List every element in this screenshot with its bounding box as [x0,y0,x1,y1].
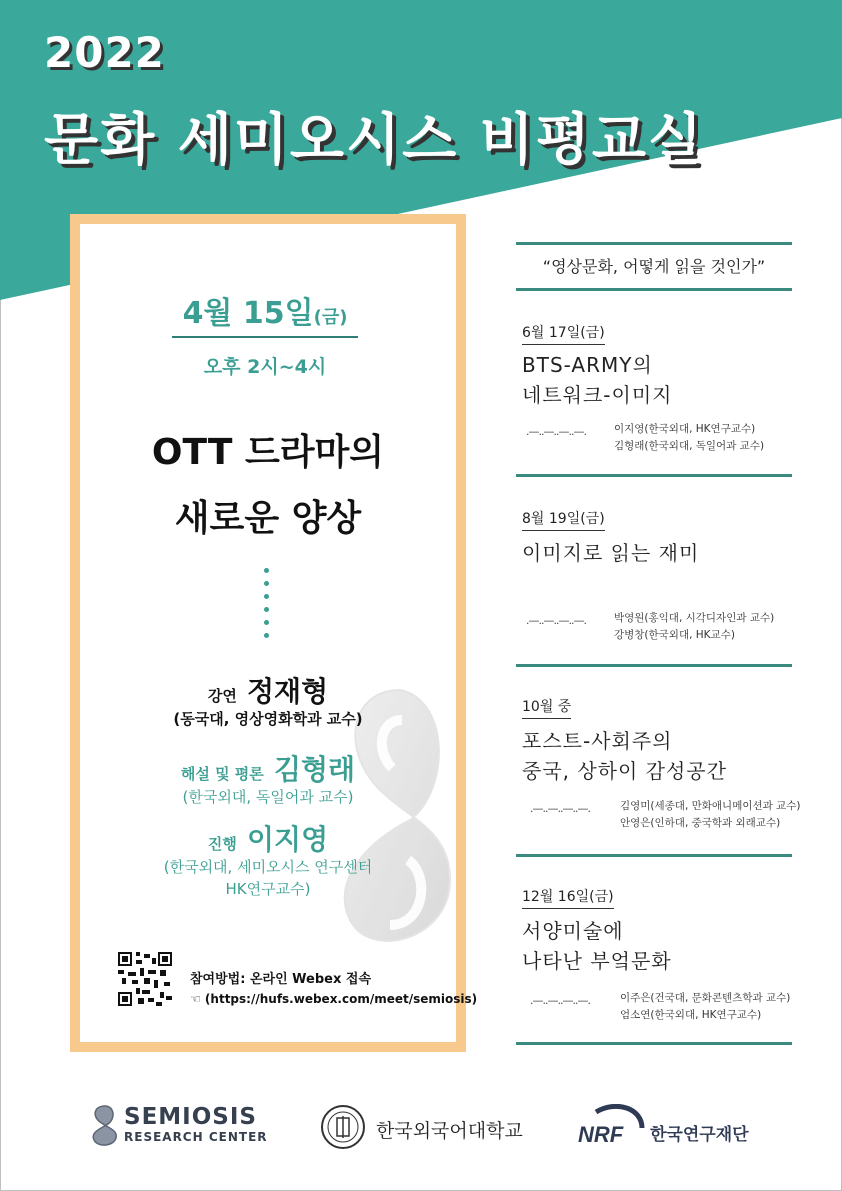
session-people [614,610,774,644]
qr-code-icon[interactable] [118,952,172,1006]
university-seal-icon [320,1104,366,1150]
dash-separator: .—..—..—..—. [530,994,590,1007]
session-title [522,916,672,976]
session-title [522,538,699,568]
lecture-title [80,420,456,552]
join-method: 참여방법: 온라인 Webex 접속 [190,972,371,987]
session-person: 김형래(한국외대, 독일어과 교수) [614,440,765,452]
nrf-name: 한국연구재단 [650,1125,749,1145]
session-rule [516,854,792,857]
speaker-label: 강연 [207,687,237,705]
critic-affiliation: (한국외대, 독일어과 교수) [182,788,354,806]
critic-row [80,748,456,788]
dotted-divider [264,568,270,646]
feature-date [172,288,358,332]
session-title-line1: 서양미술에 [522,919,624,943]
speaker-row [80,670,456,710]
host-row [80,818,456,858]
session-people [620,798,801,832]
session-person: 안영은(인하대, 중국학과 외래교수) [620,817,781,829]
critic-name: 김형래 [273,753,356,786]
series-theme: “영상문화, 어떻게 읽을 것인가” [542,257,766,276]
dash-separator: .—..—..—..—. [530,802,590,815]
session-rule [516,1042,792,1045]
host-label: 진행 [207,835,237,853]
session-person: 이지영(한국외대, HK연구교수) [614,423,756,435]
feature-time: 오후 2시~4시 [203,356,327,378]
speaker-name: 정재형 [247,675,329,708]
speaker-affiliation: (동국대, 영상영화학과 교수) [173,710,363,728]
session-date: 12월 16일(금) [522,886,614,909]
session-person: 이주은(건국대, 문화콘텐츠학과 교수) [620,992,791,1004]
host-affiliation-line2: HK연구교수) [225,880,311,898]
session-title-line2: 네트워크-이미지 [522,383,673,407]
nrf-logo-icon [576,1104,648,1150]
session-people [614,421,764,455]
header-year: 2022 [44,28,165,77]
university-name: 한국외국어대학교 [376,1120,523,1142]
session-title [522,726,727,786]
session-date: 10월 중 [522,696,571,719]
dash-separator: .—..—..—..—. [526,614,586,627]
date-underline [172,336,358,338]
session-person: 박영원(홍익대, 시각디자인과 교수) [614,612,775,624]
lecture-title-line1: OTT 드라마의 [151,432,385,473]
session-date: 6월 17일(금) [522,322,605,345]
host-affiliation [80,856,456,900]
host-name: 이지영 [247,823,329,856]
dash-separator: .—..—..—..—. [526,425,586,438]
nrf-abbr: NRF [578,1122,624,1147]
session-title-line2: 나타난 부엌문화 [522,949,672,973]
theme-rule-bottom [516,288,792,291]
lecture-title-line2: 새로운 양상 [174,498,362,539]
semiosis-name: SEMIOSIS [124,1104,257,1130]
session-person: 강병창(한국외대, HK교수) [614,629,735,641]
session-date: 8월 19일(금) [522,508,605,531]
header-title: 문화 세미오시스 비평교실 [44,108,705,173]
session-rule [516,474,792,477]
session-person: 김영미(세종대, 만화애니메이션과 교수) [620,800,801,812]
host-affiliation-line1: (한국외대, 세미오시스 연구센터 [163,858,373,876]
session-people [620,990,790,1024]
theme-rule-top [516,242,792,245]
session-title [522,350,672,410]
feature-date-weekday: (금) [313,307,348,328]
semiosis-subtitle: RESEARCH CENTER [124,1130,268,1144]
critic-label: 해설 및 평론 [180,765,264,783]
session-rule [516,664,792,667]
session-title-line1: 포스트-사회주의 [522,729,673,753]
session-title-line2: 중국, 상하이 감성공간 [522,759,727,783]
join-url-link[interactable]: ☜ (https://hufs.webex.com/meet/semiosis) [190,992,478,1006]
session-title-line1: 이미지로 읽는 재미 [522,541,700,565]
feature-date-day: 4월 15일 [182,296,314,331]
session-title-line1: BTS-ARMY의 [522,353,653,377]
semiosis-logo-icon [90,1104,120,1148]
session-person: 엄소연(한국외대, HK연구교수) [620,1009,762,1021]
